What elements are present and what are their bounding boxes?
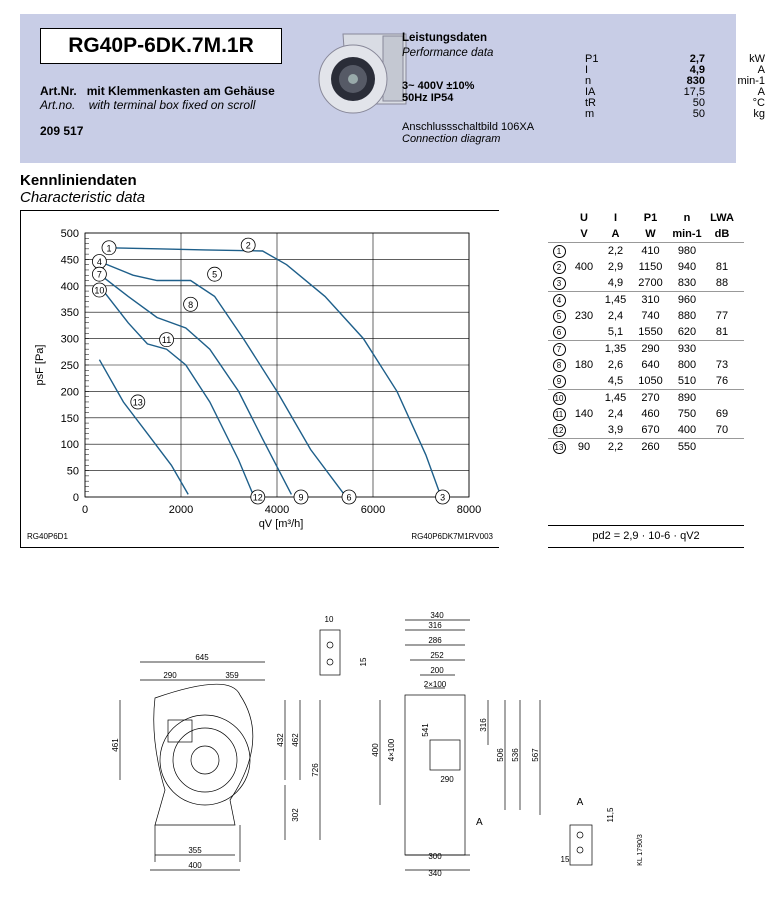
- cell-l: [706, 390, 738, 406]
- perf-unit: A: [757, 64, 765, 76]
- dim-label: 506: [496, 748, 505, 762]
- point-label: 1: [106, 243, 112, 254]
- cell-n: 890: [677, 392, 697, 404]
- perf-sym: I: [585, 64, 589, 76]
- y-tick-label: 250: [60, 360, 79, 372]
- dim-label: 290: [440, 775, 454, 784]
- row-id: 3: [548, 275, 570, 291]
- y-tick-label: 500: [60, 228, 79, 240]
- table-row: [548, 275, 744, 292]
- cell-l: 73: [715, 359, 729, 371]
- perf-row: [585, 76, 765, 87]
- point-marker: [251, 490, 265, 504]
- dimension-labels: [111, 611, 644, 878]
- table-row: [548, 308, 744, 324]
- series-line: [109, 248, 440, 495]
- point-label: 8: [188, 299, 194, 310]
- point-label: 7: [96, 269, 102, 280]
- dim-label: 300: [428, 852, 442, 861]
- dim-label: 4×100: [387, 738, 396, 762]
- dim-label: 286: [428, 636, 442, 645]
- cell-n: 510: [677, 375, 697, 387]
- dim-label: 200: [430, 666, 444, 675]
- unit-cell: dB: [714, 228, 730, 240]
- cell-i: 3,9: [607, 424, 624, 436]
- dim-label: 645: [195, 653, 209, 662]
- y-tick-label: 200: [60, 386, 79, 399]
- reference-code: KL 1790/3: [637, 834, 644, 866]
- table-row: [548, 292, 744, 308]
- perf-sym: tR: [585, 97, 596, 109]
- voltage: 3~ 400V ±10%: [402, 80, 475, 92]
- dim-label: 536: [511, 748, 520, 762]
- x-tick-label: 4000: [264, 504, 290, 516]
- point-marker: [102, 241, 116, 255]
- table-row: [548, 422, 744, 439]
- artnr-line-en: [40, 98, 255, 112]
- perf-val: 50: [692, 97, 705, 109]
- cell-l: 81: [715, 261, 729, 273]
- cell-l: 88: [715, 277, 729, 289]
- table-row: [548, 373, 744, 390]
- header-cell: U: [580, 212, 588, 224]
- point-marker: [160, 333, 174, 347]
- header-cell: [548, 210, 570, 226]
- point-marker: [184, 297, 198, 311]
- artnr-label-en: Art.no.: [40, 98, 76, 112]
- dim-label: 316: [428, 621, 442, 630]
- cell-n: 620: [677, 326, 697, 338]
- connection-en: Connection diagram: [402, 133, 501, 145]
- cell-l: 77: [715, 310, 729, 322]
- cell-n: 750: [677, 408, 697, 420]
- table-row: [548, 243, 744, 259]
- cell-u: 230: [574, 310, 594, 322]
- header-cell: I: [613, 212, 618, 224]
- cell-p: 310: [641, 294, 660, 306]
- y-tick-label: 350: [60, 307, 79, 320]
- cell-l: [706, 292, 738, 308]
- artnr-value: 209 517: [40, 124, 84, 138]
- point-label: 5: [212, 269, 218, 280]
- dim-label: 290: [163, 671, 177, 680]
- y-tick-label: 300: [60, 333, 79, 346]
- point-marker: [92, 255, 106, 269]
- section-title-de: Kennliniendaten: [20, 172, 137, 189]
- perf-unit: min-1: [737, 75, 765, 87]
- cell-u: [570, 422, 598, 438]
- row-id: 1: [548, 243, 570, 259]
- row-id: 6: [548, 324, 570, 340]
- dim-label: 340: [428, 869, 442, 878]
- dim-label: 2×100: [423, 680, 447, 689]
- side-view: [380, 620, 540, 870]
- dim-label: 359: [225, 671, 239, 680]
- chart-code-right: RG40P6DK7M1RV003: [411, 532, 493, 541]
- view-arrow-label: A: [476, 817, 483, 828]
- dim-label: 11,5: [606, 807, 615, 823]
- y-tick-label: 450: [60, 254, 79, 267]
- model-title: RG40P-6DK.7M.1R: [40, 28, 282, 64]
- row-id: 10: [548, 390, 570, 406]
- y-tick-label: 0: [72, 492, 79, 504]
- point-label: 10: [94, 285, 105, 296]
- cell-u: 400: [574, 261, 594, 273]
- cell-u: [570, 373, 598, 389]
- chart-frame: [20, 210, 499, 548]
- point-label: 6: [346, 492, 352, 503]
- cell-i: 5,1: [607, 326, 624, 338]
- y-tick-label: 100: [60, 439, 79, 452]
- cell-l: [706, 243, 738, 259]
- table-row: [548, 439, 744, 455]
- cell-u: [570, 341, 598, 357]
- header-cell: n: [683, 212, 691, 224]
- dim-label: 432: [276, 733, 285, 747]
- point-marker: [208, 267, 222, 281]
- table-row: [548, 324, 744, 341]
- frequency: 50Hz IP54: [402, 92, 454, 104]
- point-label: 12: [252, 492, 263, 503]
- cell-l: 69: [715, 408, 729, 420]
- row-id: 11: [548, 406, 570, 422]
- dim-label: 567: [531, 748, 540, 762]
- x-tick-label: 8000: [456, 504, 482, 516]
- point-marker: [436, 490, 450, 504]
- cell-p: 640: [641, 359, 660, 371]
- point-label: 3: [440, 492, 446, 503]
- dim-label: 400: [188, 861, 202, 870]
- row-id: 4: [548, 292, 570, 308]
- perf-val: 4,9: [689, 64, 705, 76]
- perf-row: [585, 98, 765, 109]
- cell-n: 800: [677, 359, 697, 371]
- header-cell: P1: [643, 212, 658, 224]
- series-line: [99, 360, 188, 495]
- dim-label: 15: [560, 855, 570, 864]
- dim-label: 355: [188, 846, 202, 855]
- row-id: 12: [548, 422, 570, 438]
- x-tick-label: 0: [81, 504, 89, 516]
- table-units: [548, 226, 744, 243]
- perf-val: 17,5: [683, 86, 705, 98]
- point-marker: [92, 267, 106, 281]
- fan-image: [308, 24, 408, 124]
- cell-i: 2,2: [607, 441, 624, 453]
- cell-l: 70: [715, 424, 729, 436]
- dim-label: 10: [324, 615, 334, 624]
- x-axis-label: qV [m³/h]: [258, 518, 304, 530]
- point-label: 9: [298, 492, 304, 503]
- point-marker: [294, 490, 308, 504]
- table-row: [548, 406, 744, 422]
- cell-i: 2,2: [607, 245, 624, 257]
- cell-i: 1,45: [604, 392, 627, 404]
- artnr-desc-en: with terminal box fixed on scroll: [88, 98, 256, 112]
- artnr-label-de: Art.Nr.: [40, 84, 77, 98]
- dim-label: 252: [430, 651, 444, 660]
- y-tick-label: 400: [60, 280, 79, 293]
- perf-sym: m: [585, 108, 595, 120]
- cell-l: 81: [715, 326, 729, 338]
- row-id: 7: [548, 341, 570, 357]
- row-id: 13: [548, 439, 570, 455]
- formula: pd2 = 2,9 · 10-6 · qV2: [548, 525, 744, 548]
- perf-unit: kg: [753, 108, 765, 120]
- perf-sym: P1: [585, 53, 599, 65]
- dim-label: 15: [359, 657, 368, 667]
- cell-p: 270: [641, 392, 660, 404]
- dim-label: 316: [479, 718, 488, 732]
- unit-cell: min-1: [672, 228, 702, 240]
- cell-i: 2,4: [607, 408, 624, 420]
- perf-unit: A: [757, 86, 765, 98]
- cell-p: 670: [641, 424, 660, 436]
- cell-i: 1,35: [604, 343, 627, 355]
- point-marker: [92, 283, 106, 297]
- cell-u: 90: [577, 441, 591, 453]
- cell-p: 290: [641, 343, 660, 355]
- cell-n: 930: [677, 343, 697, 355]
- detail-a-label: A: [576, 797, 584, 808]
- cell-n: 960: [677, 294, 697, 306]
- cell-u: [570, 390, 598, 406]
- cell-n: 880: [677, 310, 697, 322]
- cell-i: 2,6: [607, 359, 624, 371]
- cell-p: 740: [641, 310, 660, 322]
- connection-de: Anschlussschaltbild 106XA: [402, 121, 535, 133]
- cell-p: 260: [641, 441, 660, 453]
- cell-n: 400: [677, 424, 697, 436]
- perf-title-en: Performance data: [402, 47, 494, 59]
- y-axis-label: psF [Pa]: [34, 344, 46, 386]
- point-marker: [131, 395, 145, 409]
- point-label: 2: [245, 240, 251, 251]
- series-line: [96, 262, 344, 495]
- perf-val: 830: [686, 75, 705, 87]
- cell-p: 410: [641, 245, 660, 257]
- front-view: [120, 662, 320, 870]
- dim-label: 302: [291, 808, 300, 822]
- perf-val: 2,7: [689, 53, 705, 65]
- row-id: 8: [548, 357, 570, 373]
- dim-label: 462: [291, 733, 300, 747]
- perf-sym: n: [585, 75, 592, 87]
- section-title-en: Characteristic data: [20, 189, 146, 206]
- cell-i: 2,4: [607, 310, 624, 322]
- dim-label: 461: [111, 738, 120, 752]
- artnr-desc-de: mit Klemmenkasten am Gehäuse: [86, 84, 275, 98]
- point-label: 13: [132, 397, 143, 408]
- x-tick-label: 6000: [360, 504, 386, 516]
- series-line: [99, 286, 253, 495]
- dim-label: 340: [430, 611, 444, 620]
- artnr-line-de: [40, 84, 275, 98]
- cell-u: [570, 243, 598, 259]
- point-label: 11: [161, 335, 172, 346]
- cell-p: 1550: [638, 326, 663, 338]
- cell-u: [570, 292, 598, 308]
- cell-p: 1150: [638, 261, 663, 273]
- chart-code-left: RG40P6D1: [27, 532, 68, 541]
- row-id: 2: [548, 259, 570, 275]
- perf-unit: °C: [752, 97, 765, 109]
- cell-i: 4,5: [607, 375, 624, 387]
- perf-table: [585, 54, 765, 120]
- dim-label: 400: [371, 743, 380, 757]
- table-header: [548, 210, 744, 226]
- table-row: [548, 259, 744, 275]
- cell-u: 180: [574, 359, 594, 371]
- cell-l: [706, 439, 738, 455]
- point-marker: [342, 490, 356, 504]
- perf-row: [585, 54, 765, 65]
- point-label: 4: [96, 257, 102, 268]
- cell-n: 550: [677, 441, 697, 453]
- perf-val: 50: [692, 108, 705, 120]
- cell-l: [706, 341, 738, 357]
- cell-n: 980: [677, 245, 697, 257]
- cell-u: 140: [574, 408, 594, 420]
- cell-p: 460: [641, 408, 660, 420]
- cell-i: 1,45: [604, 294, 627, 306]
- table-row: [548, 390, 744, 406]
- cell-i: 2,9: [607, 261, 624, 273]
- point-marker: [241, 238, 255, 252]
- perf-row: [585, 109, 765, 120]
- y-tick-label: 150: [60, 412, 79, 425]
- dimension-drawing: [0, 600, 744, 900]
- characteristic-chart: [21, 211, 499, 547]
- cell-l: 76: [715, 375, 729, 387]
- cell-p: 2700: [638, 277, 663, 289]
- unit-cell: A: [611, 228, 620, 240]
- cell-n: 830: [677, 277, 697, 289]
- row-id: 9: [548, 373, 570, 389]
- cell-n: 940: [677, 261, 697, 273]
- operating-table: [548, 210, 744, 455]
- unit-cell: [548, 226, 570, 242]
- table-row: [548, 341, 744, 357]
- perf-title-de: Leistungsdaten: [402, 32, 487, 44]
- cell-p: 1050: [638, 375, 663, 387]
- unit-cell: W: [645, 228, 656, 240]
- header-cell: LWA: [710, 212, 734, 224]
- cell-u: [570, 324, 598, 340]
- dim-label: 726: [311, 763, 320, 777]
- perf-row: [585, 87, 765, 98]
- cell-u: [570, 275, 598, 291]
- perf-sym: IA: [585, 86, 596, 98]
- row-id: 5: [548, 308, 570, 324]
- table-row: [548, 357, 744, 373]
- y-tick-label: 50: [66, 465, 79, 478]
- perf-unit: kW: [749, 53, 765, 65]
- header-panel: [20, 14, 765, 163]
- unit-cell: V: [580, 228, 588, 240]
- cell-i: 4,9: [607, 277, 624, 289]
- dim-label: 541: [421, 723, 430, 737]
- x-tick-label: 2000: [168, 504, 194, 516]
